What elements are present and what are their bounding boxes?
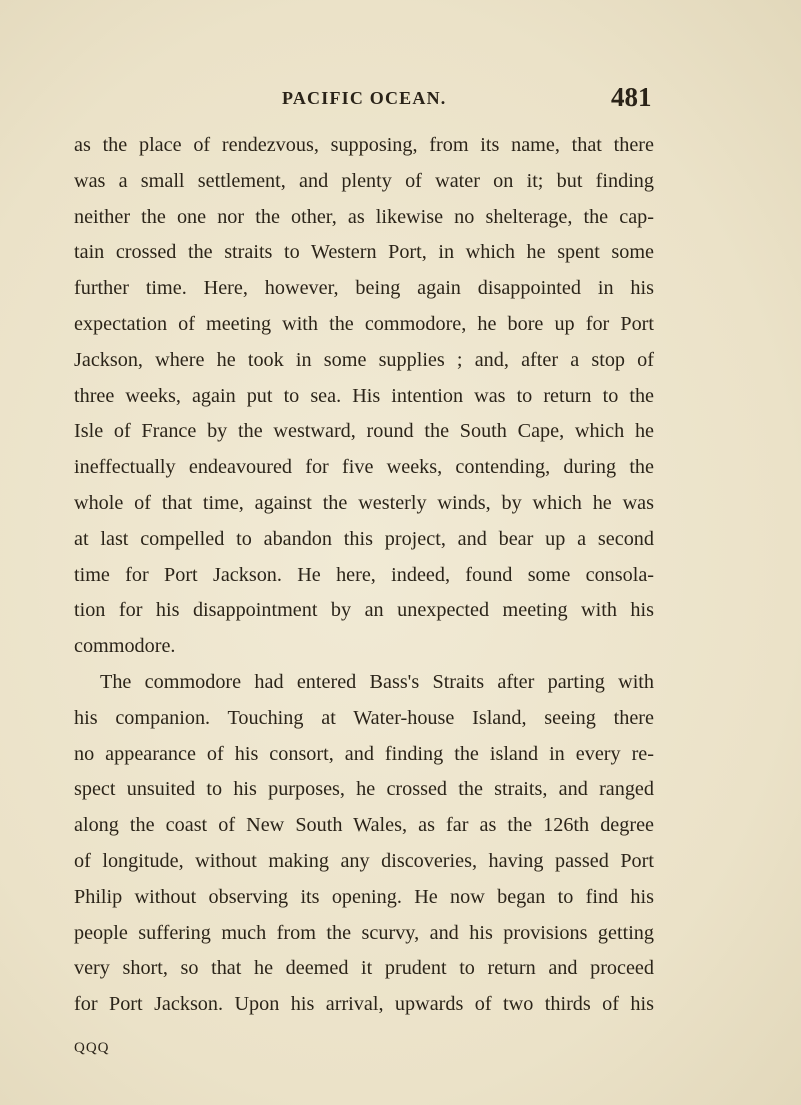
text-line: very short, so that he deemed it prudent to return and proceed xyxy=(74,957,654,980)
text-line: at last compelled to abandon this project, and bear up a second xyxy=(74,527,654,550)
text-line: spect unsuited to his purposes, he crossed the straits, and ranged xyxy=(74,778,654,801)
text-line: The commodore had entered Bass's Straits after parting with xyxy=(100,670,654,693)
text-line: further time. Here, however, being again disappointed in his xyxy=(74,277,654,300)
text-line: time for Port Jackson. He here, indeed, found some consola- xyxy=(74,563,654,586)
text-line: as the place of rendezvous, supposing, from its name, that there xyxy=(74,134,654,156)
text-line: ineffectually endeavoured for five weeks, contending, during the xyxy=(74,456,654,479)
running-title: PACIFIC OCEAN. xyxy=(282,88,447,108)
text-line: Philip without observing its opening. He now began to find his xyxy=(74,885,654,908)
text-line: neither the one nor the other, as likewise no shelterage, the cap- xyxy=(74,205,654,228)
text-line: of longitude, without making any discoveries, having passed Port xyxy=(74,849,654,872)
text-line: commodore. xyxy=(74,635,176,658)
text-line: whole of that time, against the westerly winds, by which he was xyxy=(74,491,654,514)
text-line: no appearance of his consort, and finding the island in every re- xyxy=(74,742,654,765)
text-line: his companion. Touching at Water-house Island, seeing there xyxy=(74,706,654,729)
text-line: people suffering much from the scurvy, and his provisions getting xyxy=(74,921,654,944)
page-number: 481 xyxy=(611,82,652,112)
text-line: three weeks, again put to sea. His intention was to return to the xyxy=(74,384,654,407)
text-line: for Port Jackson. Upon his arrival, upwards of two thirds of his xyxy=(74,993,654,1016)
text-line: expectation of meeting with the commodore, he bore up for Port xyxy=(74,312,654,335)
text-line: tion for his disappointment by an unexpected meeting with his xyxy=(74,599,654,622)
body-text xyxy=(74,128,654,1023)
signature-mark: QQQ xyxy=(74,1040,110,1056)
page-header xyxy=(0,82,801,118)
text-line: Jackson, where he took in some supplies ; and, after a stop of xyxy=(74,348,654,371)
text-line: was a small settlement, and plenty of water on it; but finding xyxy=(74,169,654,192)
text-line: tain crossed the straits to Western Port, in which he spent some xyxy=(74,241,654,264)
text-line: Isle of France by the westward, round the South Cape, which he xyxy=(74,420,654,443)
text-line: along the coast of New South Wales, as far as the 126th degree xyxy=(74,814,654,837)
